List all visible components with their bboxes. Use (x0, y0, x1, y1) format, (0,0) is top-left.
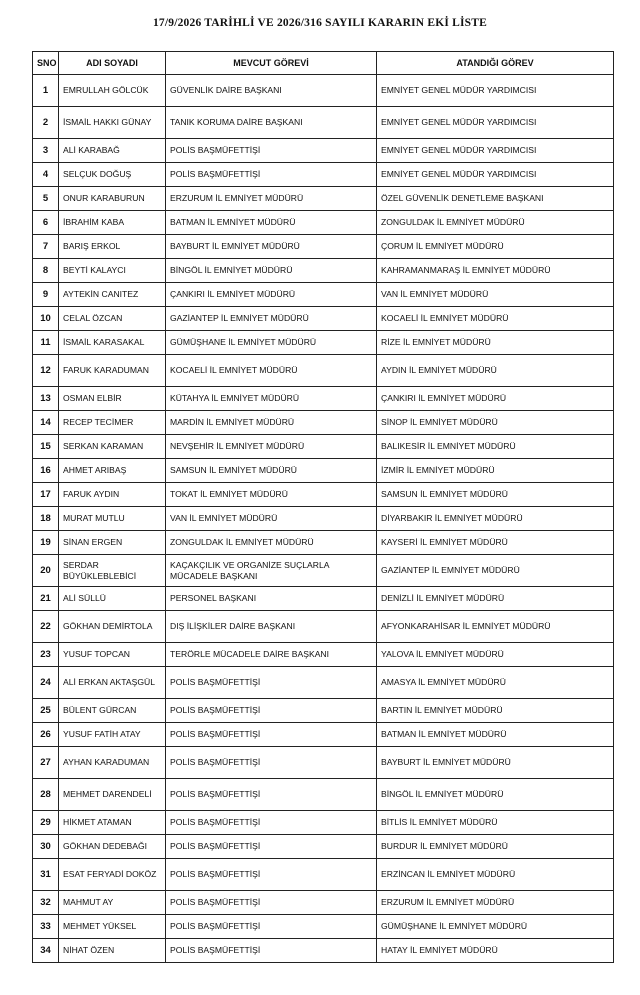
current-position-cell: DIŞ İLİŞKİLER DAİRE BAŞKANI (166, 611, 377, 643)
person-name-cell: FARUK AYDIN (59, 483, 166, 507)
row-number-cell: 20 (33, 555, 59, 587)
current-position-cell: ERZURUM İL EMNİYET MÜDÜRÜ (166, 187, 377, 211)
person-name-cell: YUSUF TOPCAN (59, 643, 166, 667)
assigned-position-cell: EMNİYET GENEL MÜDÜR YARDIMCISI (377, 139, 614, 163)
table-row (33, 611, 614, 643)
current-position-cell: POLİS BAŞMÜFETTİŞİ (166, 891, 377, 915)
current-position-cell: POLİS BAŞMÜFETTİŞİ (166, 667, 377, 699)
person-name-cell: YUSUF FATİH ATAY (59, 723, 166, 747)
current-position-cell: POLİS BAŞMÜFETTİŞİ (166, 835, 377, 859)
table-row (33, 355, 614, 387)
table-row (33, 555, 614, 587)
person-name-cell: EMRULLAH GÖLCÜK (59, 75, 166, 107)
current-position-cell: GÜMÜŞHANE İL EMNİYET MÜDÜRÜ (166, 331, 377, 355)
table-row (33, 307, 614, 331)
table-row (33, 75, 614, 107)
current-position-cell: TOKAT İL EMNİYET MÜDÜRÜ (166, 483, 377, 507)
current-position-cell: POLİS BAŞMÜFETTİŞİ (166, 723, 377, 747)
current-position-cell: GAZİANTEP İL EMNİYET MÜDÜRÜ (166, 307, 377, 331)
person-name-cell: MEHMET DARENDELİ (59, 779, 166, 811)
table-row (33, 723, 614, 747)
row-number-cell: 33 (33, 915, 59, 939)
person-name-cell: SERDAR BÜYÜKLEBLEBİCİ (59, 555, 166, 587)
current-position-cell: TERÖRLE MÜCADELE DAİRE BAŞKANI (166, 643, 377, 667)
current-position-cell: POLİS BAŞMÜFETTİŞİ (166, 699, 377, 723)
assigned-position-cell: DİYARBAKIR İL EMNİYET MÜDÜRÜ (377, 507, 614, 531)
table-row (33, 107, 614, 139)
person-name-cell: SELÇUK DOĞUŞ (59, 163, 166, 187)
table-row (33, 747, 614, 779)
current-position-cell: ZONGULDAK İL EMNİYET MÜDÜRÜ (166, 531, 377, 555)
current-position-cell: POLİS BAŞMÜFETTİŞİ (166, 859, 377, 891)
current-position-cell: NEVŞEHİR İL EMNİYET MÜDÜRÜ (166, 435, 377, 459)
row-number-cell: 7 (33, 235, 59, 259)
table-body (33, 75, 614, 963)
table-row (33, 283, 614, 307)
table-row (33, 435, 614, 459)
person-name-cell: CELAL ÖZCAN (59, 307, 166, 331)
header-sno: SNO (33, 52, 59, 75)
table-row (33, 411, 614, 435)
assigned-position-cell: BARTIN İL EMNİYET MÜDÜRÜ (377, 699, 614, 723)
person-name-cell: MEHMET YÜKSEL (59, 915, 166, 939)
row-number-cell: 24 (33, 667, 59, 699)
assigned-position-cell: KAHRAMANMARAŞ İL EMNİYET MÜDÜRÜ (377, 259, 614, 283)
assigned-position-cell: EMNİYET GENEL MÜDÜR YARDIMCISI (377, 75, 614, 107)
person-name-cell: FARUK KARADUMAN (59, 355, 166, 387)
row-number-cell: 9 (33, 283, 59, 307)
table-row (33, 259, 614, 283)
assigned-position-cell: EMNİYET GENEL MÜDÜR YARDIMCISI (377, 163, 614, 187)
assigned-position-cell: KAYSERİ İL EMNİYET MÜDÜRÜ (377, 531, 614, 555)
row-number-cell: 31 (33, 859, 59, 891)
current-position-cell: POLİS BAŞMÜFETTİŞİ (166, 811, 377, 835)
person-name-cell: RECEP TECİMER (59, 411, 166, 435)
row-number-cell: 29 (33, 811, 59, 835)
table-row (33, 483, 614, 507)
person-name-cell: AYHAN KARADUMAN (59, 747, 166, 779)
assigned-position-cell: BALIKESİR İL EMNİYET MÜDÜRÜ (377, 435, 614, 459)
table-row (33, 643, 614, 667)
assigned-position-cell: ZONGULDAK İL EMNİYET MÜDÜRÜ (377, 211, 614, 235)
header-name: ADI SOYADI (59, 52, 166, 75)
assigned-position-cell: HATAY İL EMNİYET MÜDÜRÜ (377, 939, 614, 963)
person-name-cell: ALİ KARABAĞ (59, 139, 166, 163)
table-row (33, 587, 614, 611)
assigned-position-cell: BURDUR İL EMNİYET MÜDÜRÜ (377, 835, 614, 859)
table-row (33, 835, 614, 859)
person-name-cell: İSMAİL HAKKI GÜNAY (59, 107, 166, 139)
current-position-cell: KAÇAKÇILIK VE ORGANİZE SUÇLARLA MÜCADELE BAŞKANI (166, 555, 377, 587)
table-row (33, 163, 614, 187)
current-position-cell: VAN İL EMNİYET MÜDÜRÜ (166, 507, 377, 531)
current-position-cell: KOCAELİ İL EMNİYET MÜDÜRÜ (166, 355, 377, 387)
row-number-cell: 13 (33, 387, 59, 411)
table-row (33, 891, 614, 915)
row-number-cell: 6 (33, 211, 59, 235)
current-position-cell: KÜTAHYA İL EMNİYET MÜDÜRÜ (166, 387, 377, 411)
assigned-position-cell: ÖZEL GÜVENLİK DENETLEME BAŞKANI (377, 187, 614, 211)
table-row (33, 939, 614, 963)
current-position-cell: POLİS BAŞMÜFETTİŞİ (166, 915, 377, 939)
table-row (33, 331, 614, 355)
assigned-position-cell: GÜMÜŞHANE İL EMNİYET MÜDÜRÜ (377, 915, 614, 939)
row-number-cell: 4 (33, 163, 59, 187)
current-position-cell: POLİS BAŞMÜFETTİŞİ (166, 139, 377, 163)
row-number-cell: 28 (33, 779, 59, 811)
person-name-cell: ONUR KARABURUN (59, 187, 166, 211)
current-position-cell: GÜVENLİK DAİRE BAŞKANI (166, 75, 377, 107)
row-number-cell: 23 (33, 643, 59, 667)
assigned-position-cell: BİTLİS İL EMNİYET MÜDÜRÜ (377, 811, 614, 835)
table-row (33, 139, 614, 163)
header-assigned-position: ATANDIĞI GÖREV (377, 52, 614, 75)
assigned-position-cell: İZMİR İL EMNİYET MÜDÜRÜ (377, 459, 614, 483)
assigned-position-cell: AYDIN İL EMNİYET MÜDÜRÜ (377, 355, 614, 387)
header-current-position: MEVCUT GÖREVİ (166, 52, 377, 75)
row-number-cell: 15 (33, 435, 59, 459)
row-number-cell: 27 (33, 747, 59, 779)
person-name-cell: NİHAT ÖZEN (59, 939, 166, 963)
row-number-cell: 25 (33, 699, 59, 723)
table-row (33, 235, 614, 259)
current-position-cell: PERSONEL BAŞKANI (166, 587, 377, 611)
row-number-cell: 18 (33, 507, 59, 531)
row-number-cell: 5 (33, 187, 59, 211)
current-position-cell: MARDİN İL EMNİYET MÜDÜRÜ (166, 411, 377, 435)
assigned-position-cell: EMNİYET GENEL MÜDÜR YARDIMCISI (377, 107, 614, 139)
row-number-cell: 3 (33, 139, 59, 163)
assigned-position-cell: BAYBURT İL EMNİYET MÜDÜRÜ (377, 747, 614, 779)
table-row (33, 779, 614, 811)
assigned-position-cell: BATMAN İL EMNİYET MÜDÜRÜ (377, 723, 614, 747)
person-name-cell: SERKAN KARAMAN (59, 435, 166, 459)
person-name-cell: BÜLENT GÜRCAN (59, 699, 166, 723)
assigned-position-cell: VAN İL EMNİYET MÜDÜRÜ (377, 283, 614, 307)
person-name-cell: OSMAN ELBİR (59, 387, 166, 411)
table-row (33, 859, 614, 891)
assigned-position-cell: GAZİANTEP İL EMNİYET MÜDÜRÜ (377, 555, 614, 587)
person-name-cell: BEYTİ KALAYCI (59, 259, 166, 283)
current-position-cell: SAMSUN İL EMNİYET MÜDÜRÜ (166, 459, 377, 483)
row-number-cell: 14 (33, 411, 59, 435)
table-row (33, 915, 614, 939)
row-number-cell: 11 (33, 331, 59, 355)
row-number-cell: 12 (33, 355, 59, 387)
assigned-position-cell: AFYONKARAHİSAR İL EMNİYET MÜDÜRÜ (377, 611, 614, 643)
person-name-cell: ALİ SÜLLÜ (59, 587, 166, 611)
person-name-cell: ESAT FERYADİ DOKÖZ (59, 859, 166, 891)
row-number-cell: 16 (33, 459, 59, 483)
current-position-cell: TANIK KORUMA DAİRE BAŞKANI (166, 107, 377, 139)
assigned-position-cell: ERZİNCAN İL EMNİYET MÜDÜRÜ (377, 859, 614, 891)
assigned-position-cell: ÇORUM İL EMNİYET MÜDÜRÜ (377, 235, 614, 259)
current-position-cell: ÇANKIRI İL EMNİYET MÜDÜRÜ (166, 283, 377, 307)
row-number-cell: 2 (33, 107, 59, 139)
current-position-cell: POLİS BAŞMÜFETTİŞİ (166, 163, 377, 187)
row-number-cell: 17 (33, 483, 59, 507)
table-header-row (33, 52, 614, 75)
current-position-cell: POLİS BAŞMÜFETTİŞİ (166, 747, 377, 779)
person-name-cell: GÖKHAN DEMİRTOLA (59, 611, 166, 643)
person-name-cell: AYTEKİN CANITEZ (59, 283, 166, 307)
table-row (33, 187, 614, 211)
person-name-cell: MAHMUT AY (59, 891, 166, 915)
assigned-position-cell: ERZURUM İL EMNİYET MÜDÜRÜ (377, 891, 614, 915)
person-name-cell: BARIŞ ERKOL (59, 235, 166, 259)
assigned-position-cell: RİZE İL EMNİYET MÜDÜRÜ (377, 331, 614, 355)
table-row (33, 811, 614, 835)
row-number-cell: 22 (33, 611, 59, 643)
current-position-cell: POLİS BAŞMÜFETTİŞİ (166, 939, 377, 963)
row-number-cell: 34 (33, 939, 59, 963)
row-number-cell: 21 (33, 587, 59, 611)
row-number-cell: 30 (33, 835, 59, 859)
row-number-cell: 8 (33, 259, 59, 283)
row-number-cell: 10 (33, 307, 59, 331)
table-row (33, 531, 614, 555)
person-name-cell: SİNAN ERGEN (59, 531, 166, 555)
person-name-cell: İSMAİL KARASAKAL (59, 331, 166, 355)
assigned-position-cell: BİNGÖL İL EMNİYET MÜDÜRÜ (377, 779, 614, 811)
assigned-position-cell: YALOVA İL EMNİYET MÜDÜRÜ (377, 643, 614, 667)
table-row (33, 507, 614, 531)
person-name-cell: GÖKHAN DEDEBAĞI (59, 835, 166, 859)
table-row (33, 667, 614, 699)
current-position-cell: BİNGÖL İL EMNİYET MÜDÜRÜ (166, 259, 377, 283)
assigned-position-cell: SAMSUN İL EMNİYET MÜDÜRÜ (377, 483, 614, 507)
person-name-cell: HİKMET ATAMAN (59, 811, 166, 835)
current-position-cell: BAYBURT İL EMNİYET MÜDÜRÜ (166, 235, 377, 259)
row-number-cell: 1 (33, 75, 59, 107)
assigned-position-cell: SİNOP İL EMNİYET MÜDÜRÜ (377, 411, 614, 435)
current-position-cell: BATMAN İL EMNİYET MÜDÜRÜ (166, 211, 377, 235)
assigned-position-cell: DENİZLİ İL EMNİYET MÜDÜRÜ (377, 587, 614, 611)
person-name-cell: MURAT MUTLU (59, 507, 166, 531)
table-row (33, 459, 614, 483)
assigned-position-cell: ÇANKIRI İL EMNİYET MÜDÜRÜ (377, 387, 614, 411)
assigned-position-cell: AMASYA İL EMNİYET MÜDÜRÜ (377, 667, 614, 699)
current-position-cell: POLİS BAŞMÜFETTİŞİ (166, 779, 377, 811)
assigned-position-cell: KOCAELİ İL EMNİYET MÜDÜRÜ (377, 307, 614, 331)
table-row (33, 211, 614, 235)
assignment-table (32, 51, 614, 963)
person-name-cell: İBRAHİM KABA (59, 211, 166, 235)
row-number-cell: 26 (33, 723, 59, 747)
row-number-cell: 32 (33, 891, 59, 915)
person-name-cell: AHMET ARIBAŞ (59, 459, 166, 483)
document-title: 17/9/2026 TARİHLİ VE 2026/316 SAYILI KARARIN EKİ LİSTE (152, 17, 488, 29)
table-row (33, 699, 614, 723)
table-row (33, 387, 614, 411)
person-name-cell: ALİ ERKAN AKTAŞGÜL (59, 667, 166, 699)
row-number-cell: 19 (33, 531, 59, 555)
